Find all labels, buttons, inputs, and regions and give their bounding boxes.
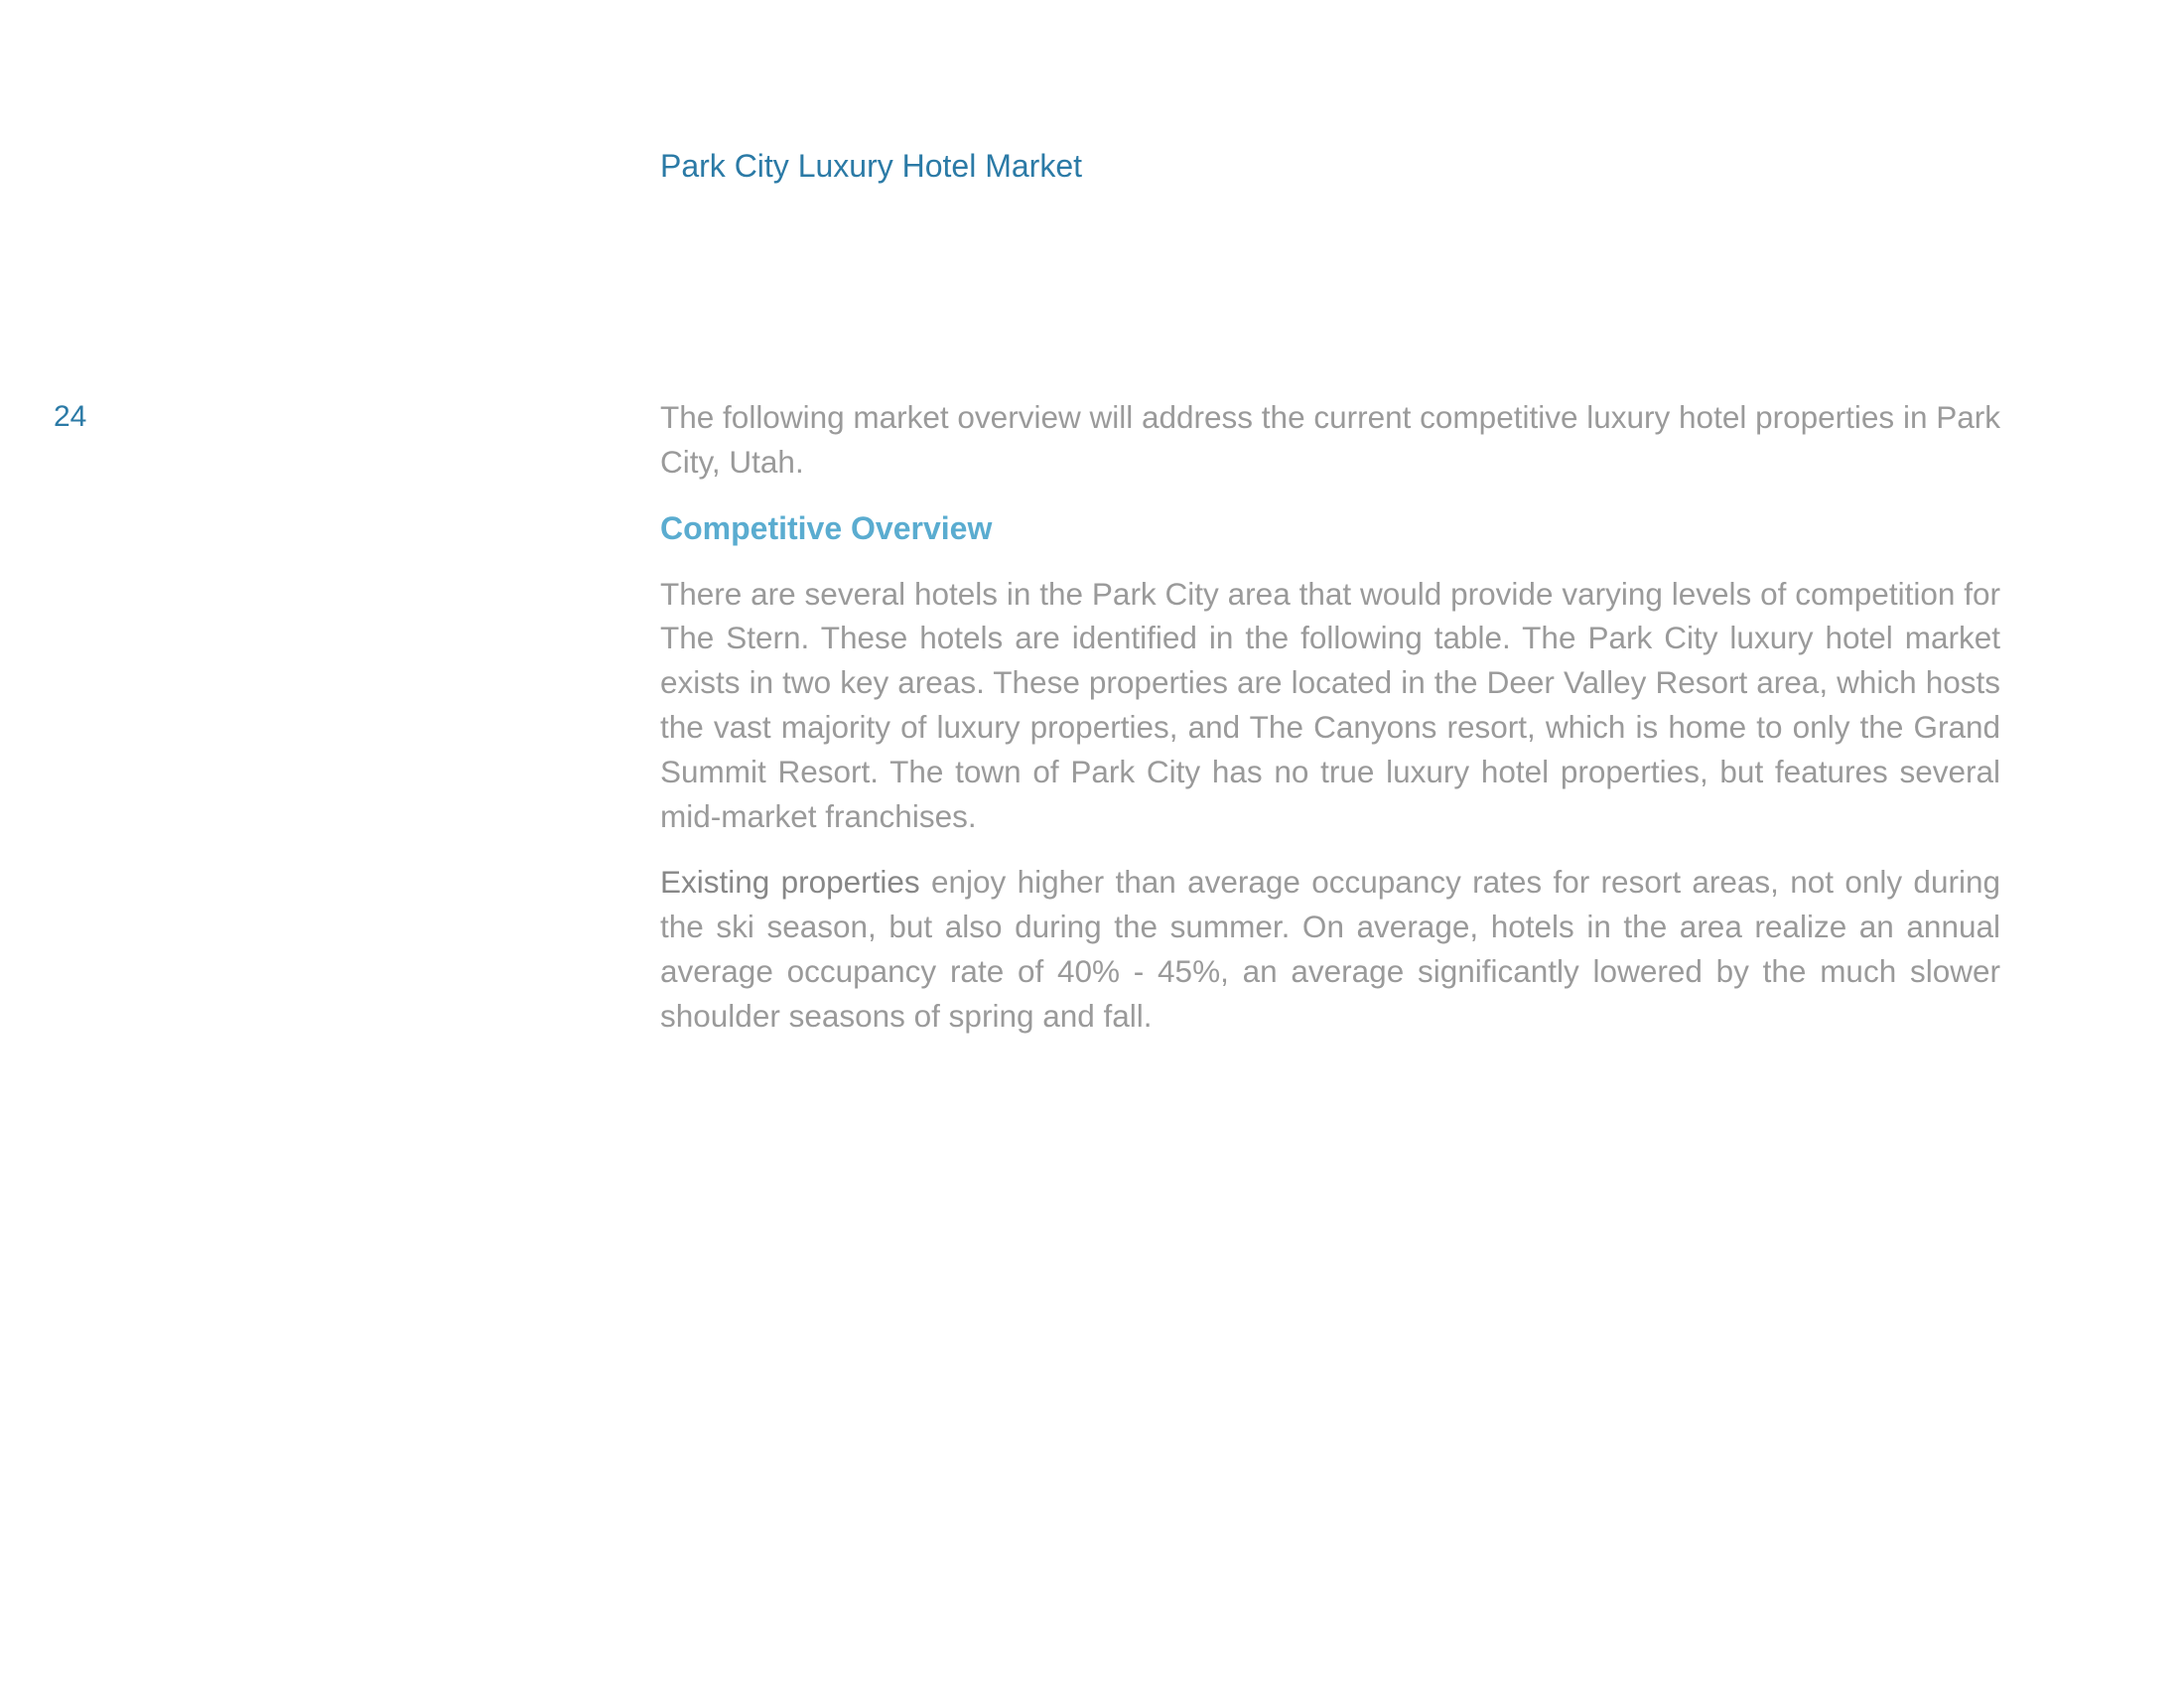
lead-in-phrase: Existing properties xyxy=(660,864,920,901)
body-text xyxy=(660,395,2000,1060)
paragraph-body: enjoy higher than average occupancy rates for resort areas, not only during the ski season, but also during the summer. On average, hotels in the area realize an annual average occupancy rate of 40% - 45%, an average significantly lowered by the much slower shoulder seasons of spring and fall. xyxy=(660,864,2000,1034)
section-heading: Competitive Overview xyxy=(660,509,993,546)
running-title: Park City Luxury Hotel Market xyxy=(660,148,1083,184)
existing-properties-paragraph xyxy=(660,860,2000,1038)
page-number: 24 xyxy=(54,400,87,433)
intro-paragraph: The following market overview will address the current competitive luxury hotel properties in Park City, Utah. xyxy=(660,399,2000,480)
competitive-overview-paragraph: There are several hotels in the Park City area that would provide varying levels of competition for The Stern. These hotels are identified in the following table. The Park City luxury hotel market exists in two key areas. These properties are located in the Deer Valley Resort area, which hosts the vast majority of luxury properties, and The Canyons resort, which is home to only the Grand Summit Resort. The town of Park City has no true luxury hotel properties, but features several mid-market franchises. xyxy=(660,575,2000,834)
